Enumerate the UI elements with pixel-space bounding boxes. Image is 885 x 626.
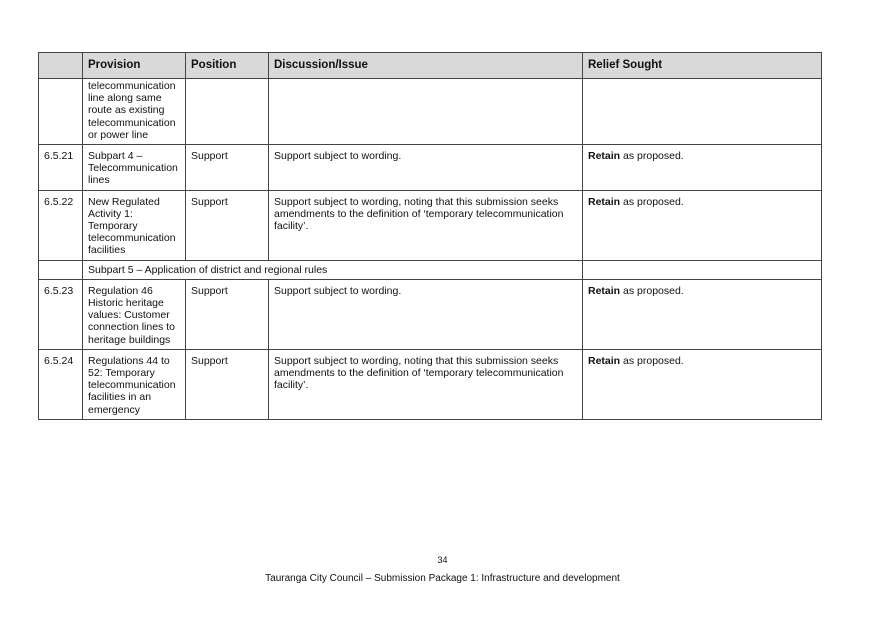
- header-ref: [39, 53, 83, 79]
- table-row: [39, 79, 822, 145]
- row-relief: [583, 145, 822, 191]
- row-provision: telecommunication line along same route as existing telecommunication or power line: [83, 79, 186, 145]
- table-row-subheading: [39, 260, 822, 279]
- table-row: [39, 349, 822, 419]
- row-provision: New Regulated Activity 1: Temporary telecommunication facilities: [83, 190, 186, 260]
- row-relief: [583, 349, 822, 419]
- relief-rest: as proposed.: [620, 195, 684, 208]
- row-relief: [583, 279, 822, 349]
- header-relief: Relief Sought: [583, 53, 822, 79]
- row-ref: [39, 260, 83, 279]
- row-position: Support: [186, 190, 269, 260]
- row-discussion: Support subject to wording, noting that this submission seeks amendments to the definition of ‘temporary telecommunication facility’.: [269, 349, 583, 419]
- table-header-row: [39, 53, 822, 79]
- page-footer: Tauranga City Council – Submission Package 1: Infrastructure and development: [265, 573, 620, 584]
- table-row: [39, 145, 822, 191]
- submission-table: [38, 52, 822, 420]
- row-ref: [39, 79, 83, 145]
- row-position: Support: [186, 145, 269, 191]
- row-position: Support: [186, 279, 269, 349]
- row-position: [186, 79, 269, 145]
- subheading-text: Subpart 5 – Application of district and regional rules: [83, 260, 583, 279]
- row-discussion: Support subject to wording, noting that this submission seeks amendments to the definition of ‘temporary telecommunication facility’.: [269, 190, 583, 260]
- row-ref: 6.5.23: [39, 279, 83, 349]
- row-ref: 6.5.22: [39, 190, 83, 260]
- row-relief: [583, 260, 822, 279]
- header-discussion: Discussion/Issue: [269, 53, 583, 79]
- row-relief: [583, 79, 822, 145]
- row-position: Support: [186, 349, 269, 419]
- row-relief: [583, 190, 822, 260]
- relief-rest: as proposed.: [620, 354, 684, 367]
- row-provision: Regulations 44 to 52: Temporary telecommunication facilities in an emergency: [83, 349, 186, 419]
- row-ref: 6.5.21: [39, 145, 83, 191]
- row-provision: Regulation 46 Historic heritage values: Customer connection lines to heritage buildings: [83, 279, 186, 349]
- row-provision: Subpart 4 – Telecommunication lines: [83, 145, 186, 191]
- row-discussion: [269, 79, 583, 145]
- table-row: [39, 279, 822, 349]
- table-row: [39, 190, 822, 260]
- row-discussion: Support subject to wording.: [269, 279, 583, 349]
- page-number: 34: [437, 555, 448, 565]
- header-position: Position: [186, 53, 269, 79]
- relief-bold: Retain: [588, 150, 621, 163]
- relief-rest: as proposed.: [620, 284, 684, 297]
- relief-rest: as proposed.: [620, 150, 684, 163]
- relief-bold: Retain: [588, 354, 621, 367]
- relief-bold: Retain: [588, 195, 621, 208]
- row-discussion: Support subject to wording.: [269, 145, 583, 191]
- row-ref: 6.5.24: [39, 349, 83, 419]
- header-provision: Provision: [83, 53, 186, 79]
- relief-bold: Retain: [588, 284, 621, 297]
